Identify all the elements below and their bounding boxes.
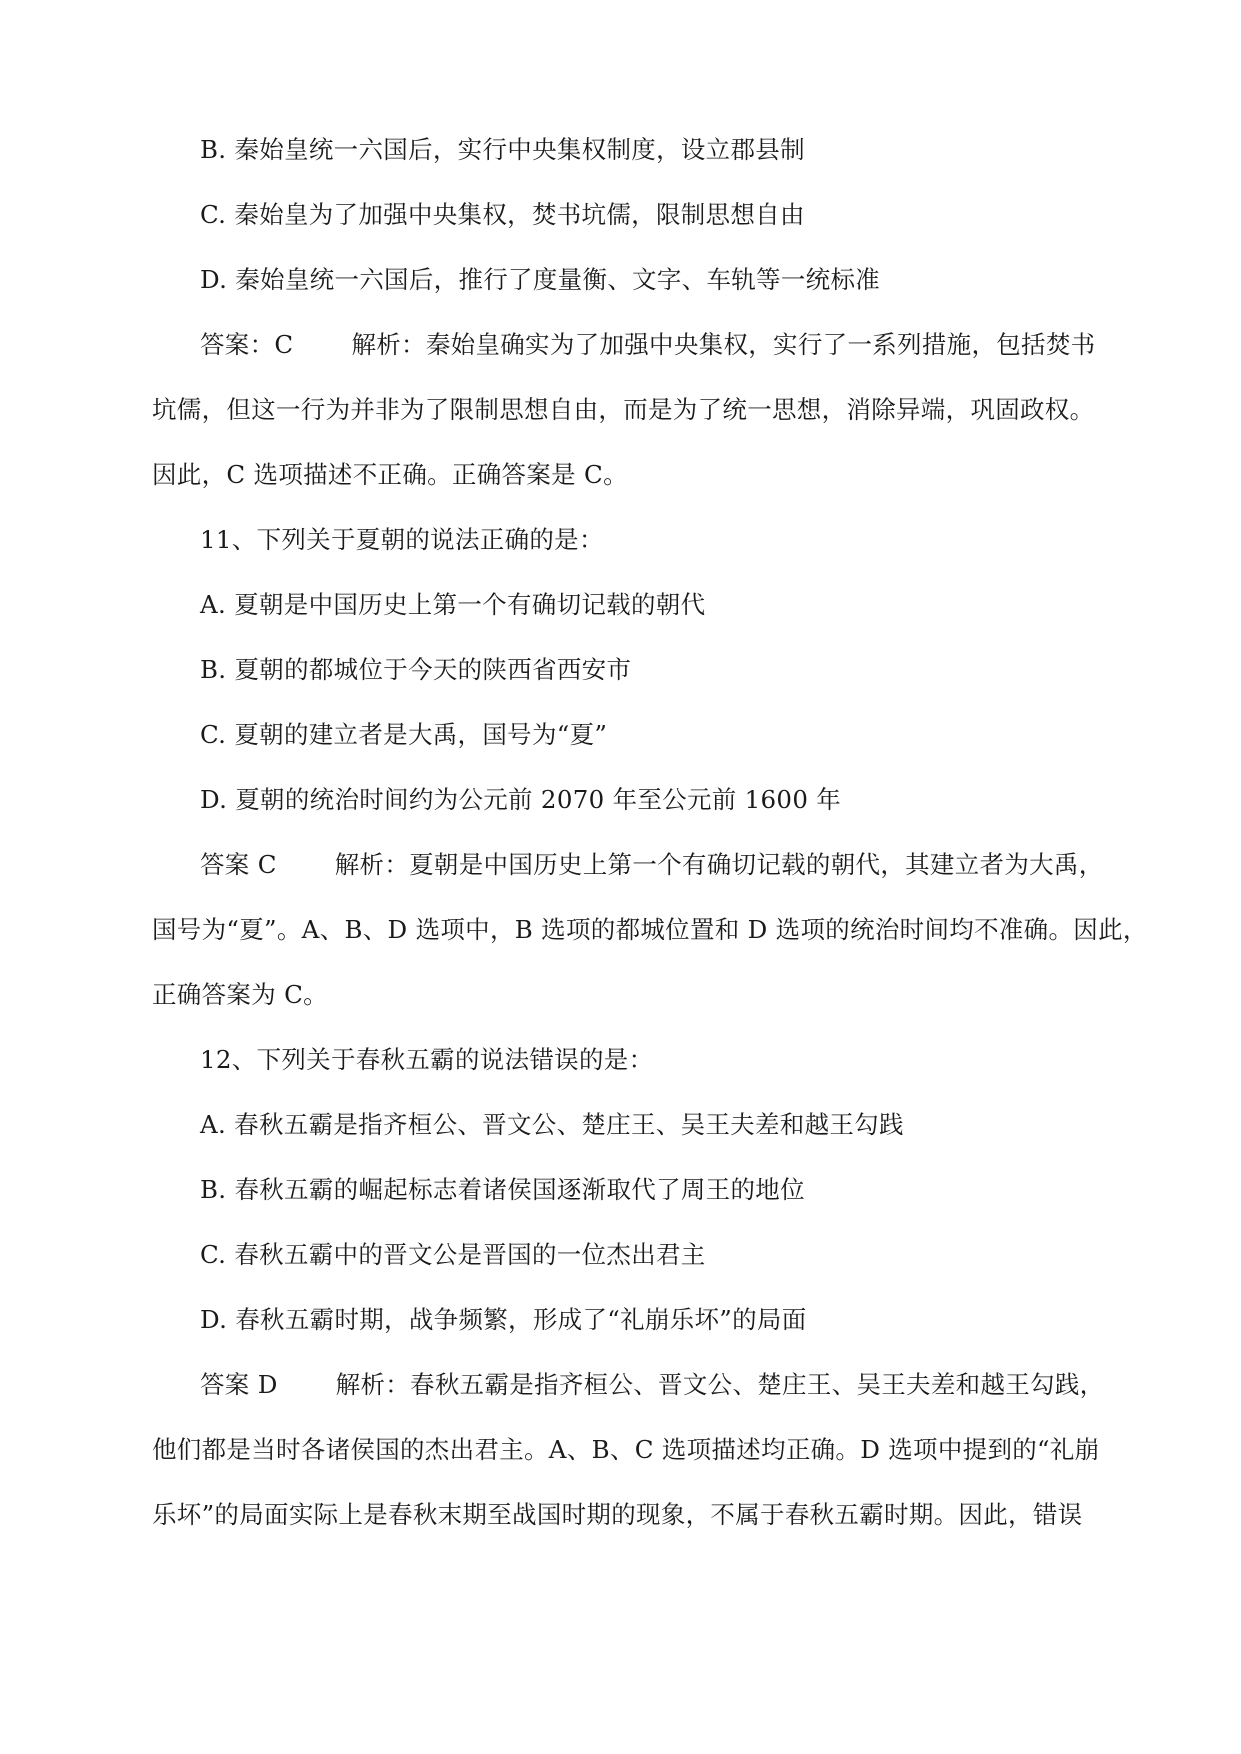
q10-answer-line: [200, 329, 1160, 361]
q12-option-c: C. 春秋五霸中的晋文公是晋国的一位杰出君主: [200, 1240, 706, 1269]
q10-option-c: C. 秦始皇为了加强中央集权，焚书坑儒，限制思想自由: [200, 200, 805, 229]
q11-answer: 答案 C: [200, 850, 277, 879]
q11-analysis-start: 解析：夏朝是中国历史上第一个有确切记载的朝代，其建立者为大禹，: [334, 850, 1104, 879]
q12-question: 12、下列关于春秋五霸的说法错误的是：: [200, 1045, 654, 1074]
q11-question: 11、下列关于夏朝的说法正确的是：: [200, 525, 604, 554]
q12-analysis-line-3: 乐坏”的局面实际上是春秋末期至战国时期的现象，不属于春秋五霸时期。因此，错误: [152, 1500, 1083, 1529]
q12-analysis-start: 解析：春秋五霸是指齐桓公、晋文公、楚庄王、吴王夫差和越王勾践，: [335, 1370, 1105, 1399]
q12-option-b: B. 春秋五霸的崛起标志着诸侯国逐渐取代了周王的地位: [200, 1175, 805, 1204]
q10-analysis-start: 解析：秦始皇确实为了加强中央集权，实行了一系列措施，包括焚书: [351, 330, 1096, 359]
q10-option-b: B. 秦始皇统一六国后，实行中央集权制度，设立郡县制: [200, 135, 805, 164]
q10-analysis-line-3: 因此，C 选项描述不正确。正确答案是 C。: [152, 460, 628, 489]
q11-answer-line: [200, 849, 1160, 881]
q11-option-a: A. 夏朝是中国历史上第一个有确切记载的朝代: [200, 590, 706, 619]
q12-answer: 答案 D: [200, 1370, 278, 1399]
q11-analysis-line-2: 国号为“夏”。A、B、D 选项中，B 选项的都城位置和 D 选项的统治时间均不准确。因此，: [152, 915, 1148, 944]
q10-option-d: D. 秦始皇统一六国后，推行了度量衡、文字、车轨等一统标准: [200, 265, 881, 294]
q12-answer-line: [200, 1369, 1160, 1401]
q10-answer: 答案：C: [200, 330, 294, 359]
q12-option-a: A. 春秋五霸是指齐桓公、晋文公、楚庄王、吴王夫差和越王勾践: [200, 1110, 904, 1139]
q11-option-c: C. 夏朝的建立者是大禹，国号为“夏”: [200, 720, 608, 749]
q11-analysis-line-3: 正确答案为 C。: [152, 980, 328, 1009]
q11-option-d: D. 夏朝的统治时间约为公元前 2070 年至公元前 1600 年: [200, 785, 842, 814]
q12-option-d: D. 春秋五霸时期，战争频繁，形成了“礼崩乐坏”的局面: [200, 1305, 807, 1334]
q12-analysis-line-2: 他们都是当时各诸侯国的杰出君主。A、B、C 选项描述均正确。D 选项中提到的“礼崩: [152, 1435, 1100, 1464]
q11-option-b: B. 夏朝的都城位于今天的陕西省西安市: [200, 655, 632, 684]
q10-analysis-line-2: 坑儒，但这一行为并非为了限制思想自由，而是为了统一思想，消除异端，巩固政权。: [152, 395, 1095, 424]
